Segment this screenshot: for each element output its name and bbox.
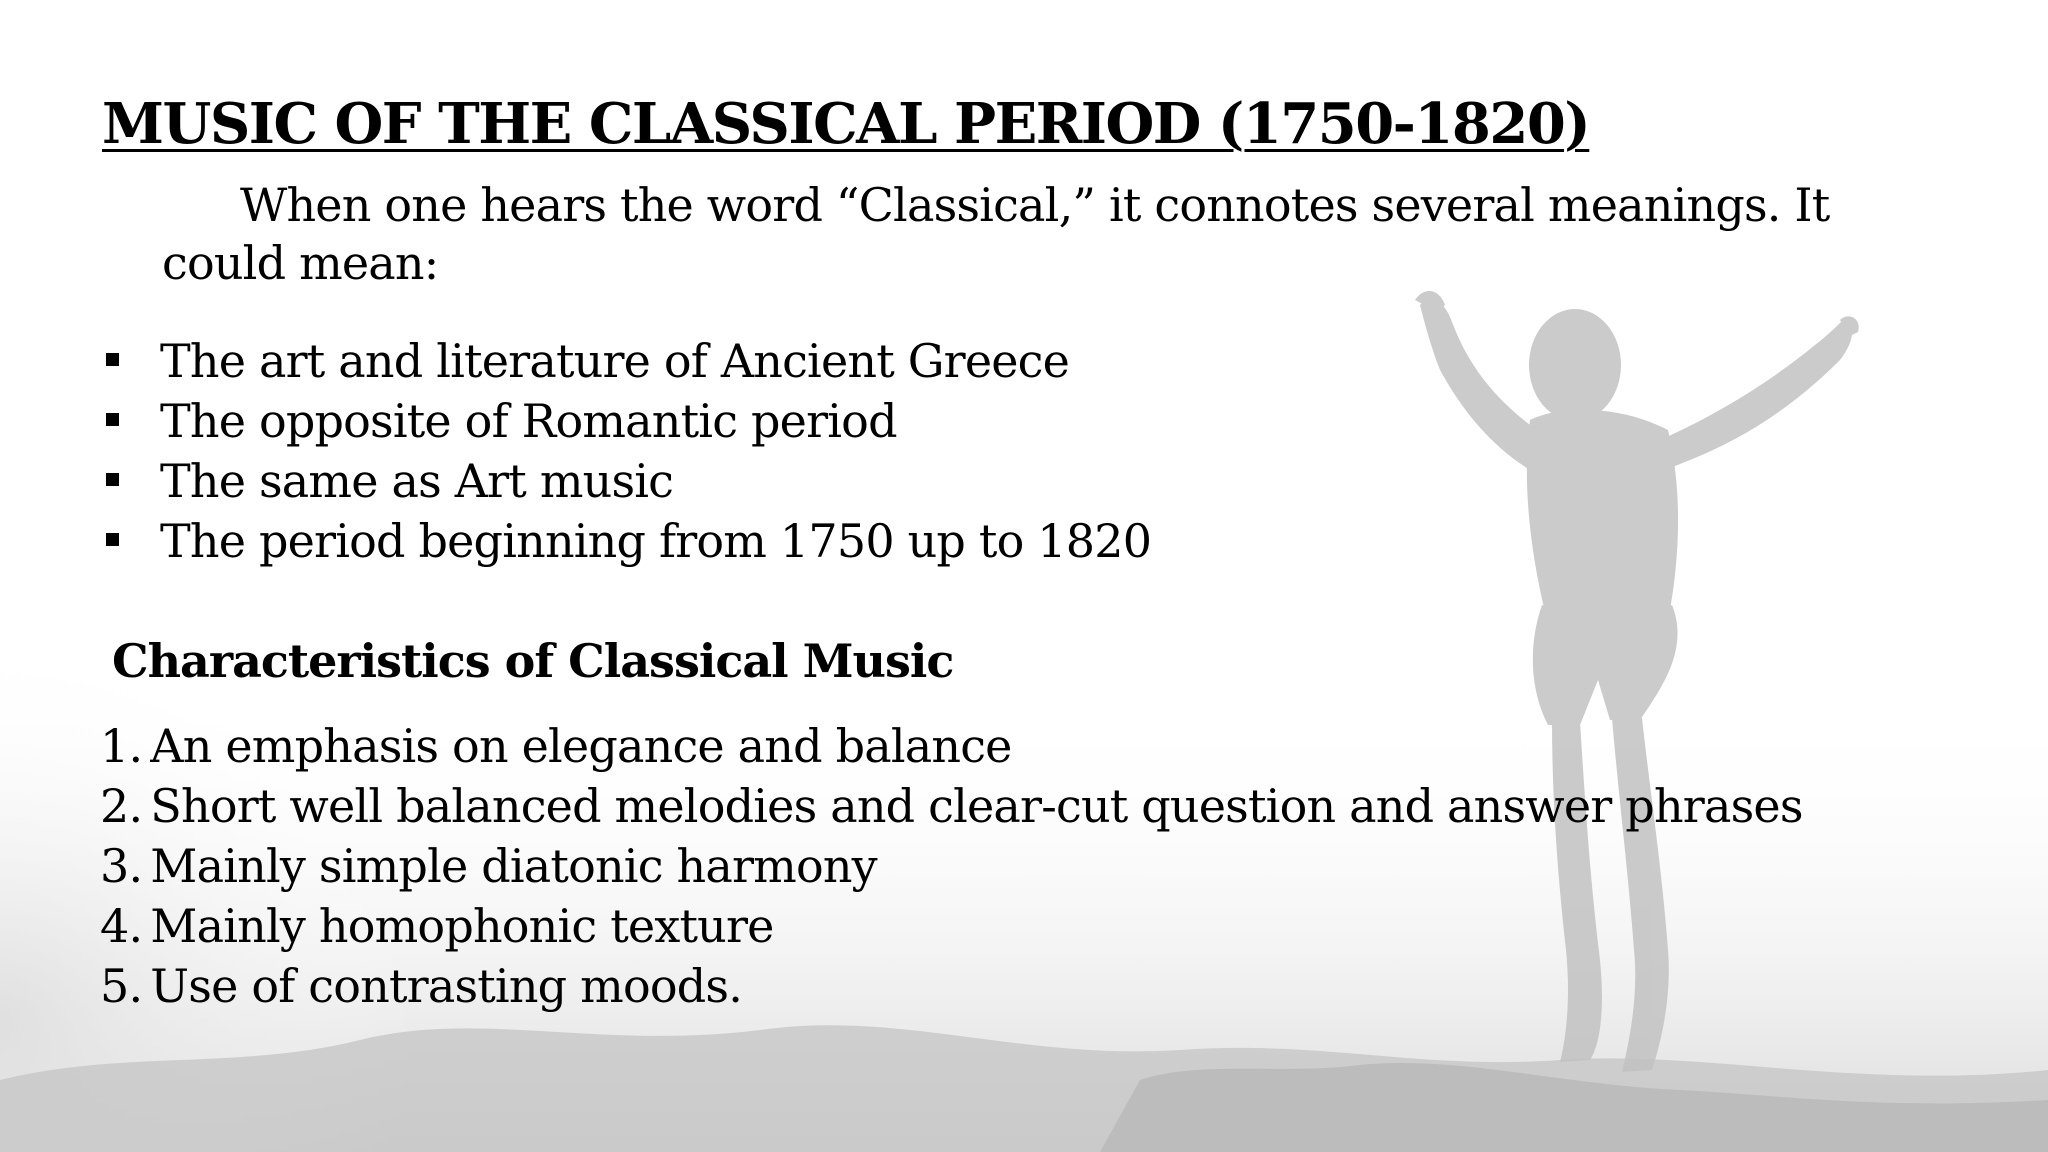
list-item-text: The art and literature of Ancient Greece xyxy=(160,334,1070,388)
characteristics-heading: Characteristics of Classical Music xyxy=(112,634,954,688)
list-item xyxy=(100,896,1803,956)
square-bullet-icon xyxy=(106,473,119,486)
characteristics-list xyxy=(100,716,1803,1016)
list-item-text: The opposite of Romantic period xyxy=(160,394,897,448)
list-item-text: Short well balanced melodies and clear-cut question and answer phrases xyxy=(150,779,1803,833)
list-item-text: Mainly simple diatonic harmony xyxy=(150,839,877,893)
list-item-number: 5. xyxy=(100,959,143,1013)
list-item-text: The period beginning from 1750 up to 1820 xyxy=(160,514,1152,568)
list-item-text: Mainly homophonic texture xyxy=(150,899,774,953)
list-item xyxy=(100,836,1803,896)
list-item xyxy=(100,776,1803,836)
list-item-text: Use of contrasting moods. xyxy=(150,959,743,1013)
meanings-list xyxy=(102,331,1151,571)
square-bullet-icon xyxy=(106,353,119,366)
list-item-number: 4. xyxy=(100,899,143,953)
intro-paragraph: When one hears the word “Classical,” it connotes several meanings. It could mean: xyxy=(162,178,1830,290)
list-item-text: An emphasis on elegance and balance xyxy=(150,719,1012,773)
square-bullet-icon xyxy=(106,533,119,546)
list-item xyxy=(102,391,1151,451)
list-item-number: 3. xyxy=(100,839,143,893)
list-item-text: The same as Art music xyxy=(160,454,674,508)
list-item-number: 1. xyxy=(100,719,143,773)
list-item xyxy=(100,956,1803,1016)
list-item xyxy=(102,451,1151,511)
slide-title: MUSIC OF THE CLASSICAL PERIOD (1750-1820) xyxy=(102,91,1590,157)
square-bullet-icon xyxy=(106,413,119,426)
list-item xyxy=(102,511,1151,571)
list-item xyxy=(102,331,1151,391)
list-item-number: 2. xyxy=(100,779,143,833)
list-item xyxy=(100,716,1803,776)
